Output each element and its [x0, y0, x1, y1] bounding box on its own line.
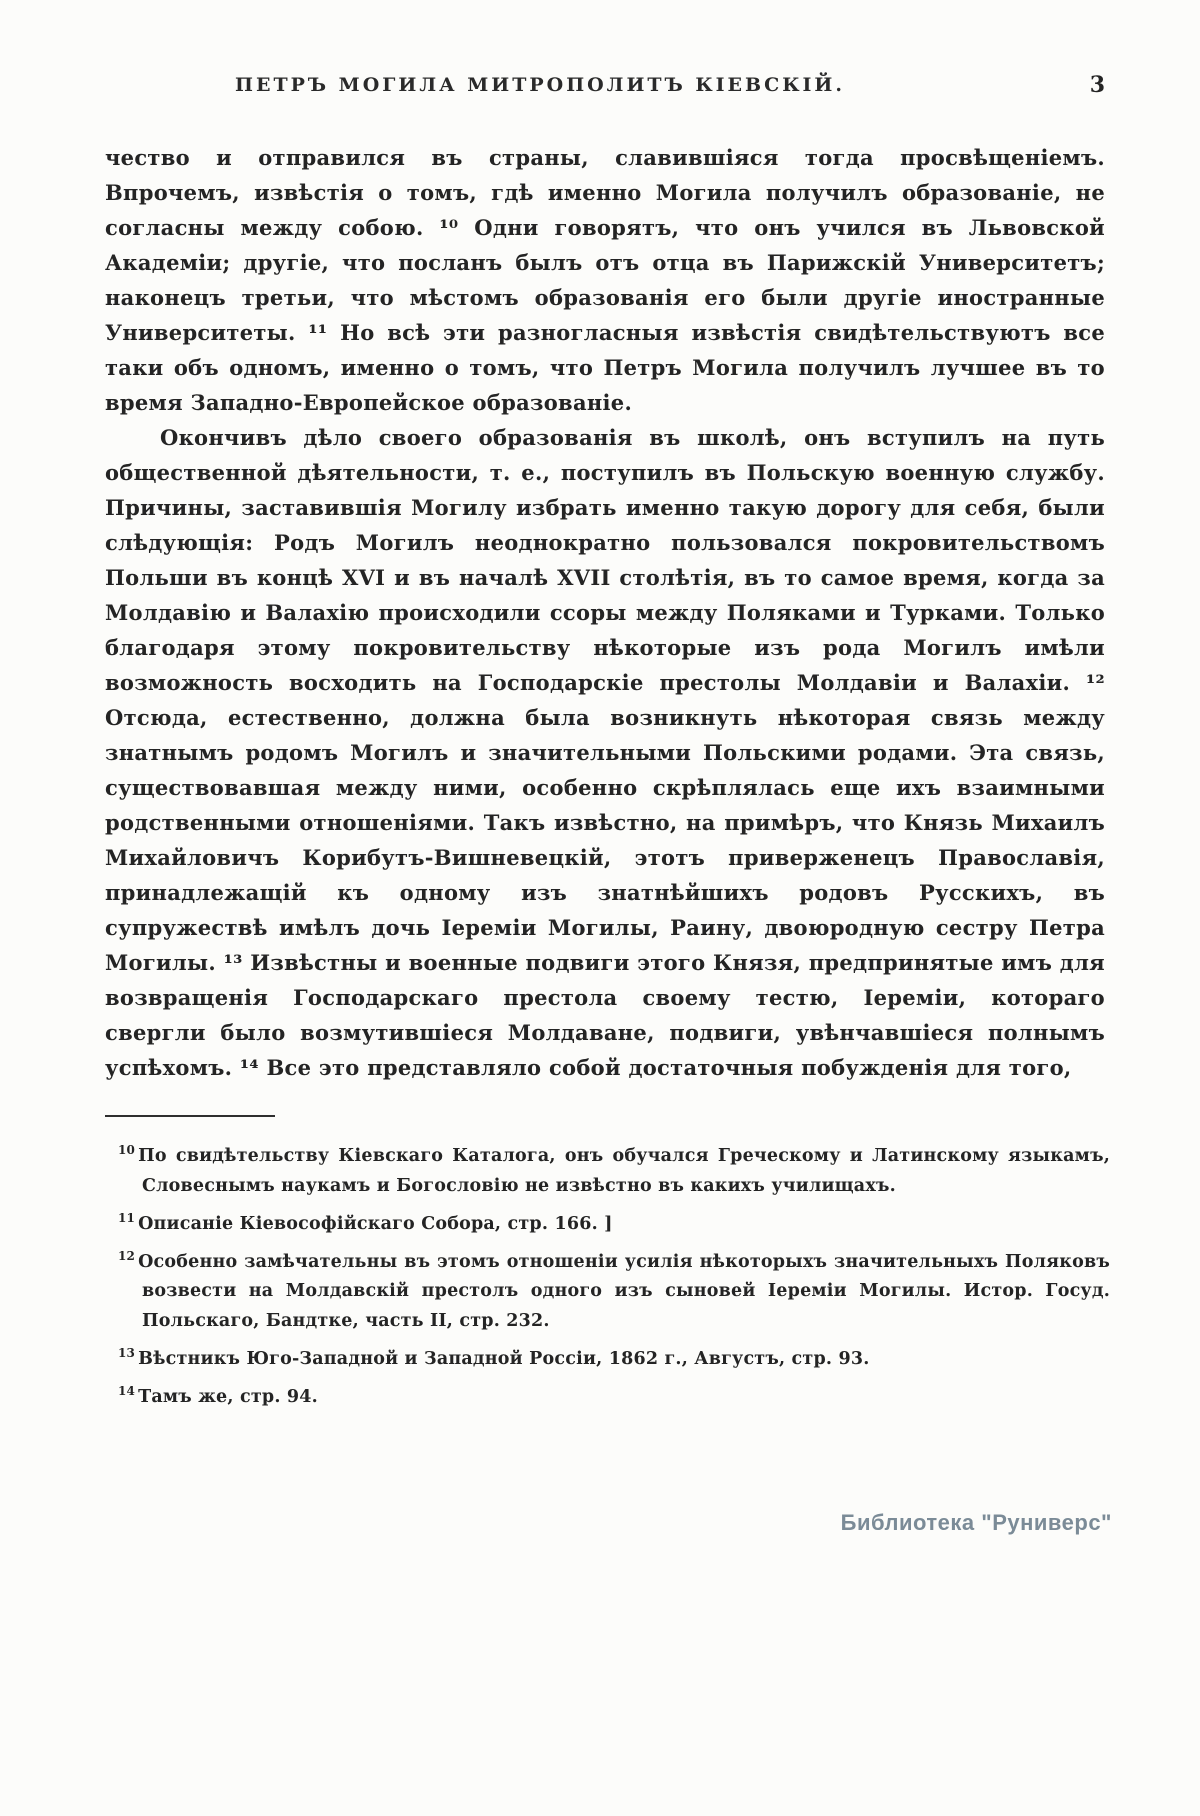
footnote-text: Описаніе Кіевософійскаго Собора, стр. 166. ] — [138, 1213, 613, 1234]
footnote-separator — [105, 1115, 275, 1117]
footnote-marker: 13 — [118, 1346, 136, 1361]
page-number: 3 — [1089, 72, 1105, 98]
footnote-11 — [118, 1203, 1110, 1239]
footnote-text: По свидѣтельству Кіевскаго Каталога, онъ обучался Греческому и Латинскому языкамъ, Словеснымъ наукамъ и Богословію не извѣстно въ какихъ училищахъ. — [138, 1145, 1110, 1196]
footnote-14 — [118, 1376, 1110, 1412]
footnote-10 — [118, 1135, 1110, 1201]
footnote-marker: 14 — [118, 1384, 136, 1399]
footnote-marker: 10 — [118, 1143, 136, 1157]
footnote-marker: 11 — [118, 1210, 136, 1225]
footnote-12 — [118, 1241, 1110, 1337]
footnote-text: Тамъ же, стр. 94. — [138, 1387, 318, 1408]
footnote-text: Вѣстникъ Юго-Западной и Западной Россіи, 1862 г., Августъ, стр. 93. — [138, 1349, 870, 1370]
running-header-title: ПЕТРЪ МОГИЛА МИТРОПОЛИТЪ КІЕВСКІЙ. — [235, 74, 845, 96]
footnote-marker: 12 — [118, 1248, 136, 1263]
footnote-13 — [118, 1338, 1110, 1374]
library-watermark: Библиотека "Руниверс" — [840, 1510, 1112, 1535]
footnote-text: Особенно замѣчательны въ этомъ отношеніи усилія нѣкоторыхъ значительныхъ Поляковъ возвести на Молдавскій престолъ одного изъ сыновей Іереміи Могилы. Истор. Госуд. Польскаго, Бандтке, часть II, стр. 232. — [138, 1251, 1110, 1332]
running-header — [105, 0, 1105, 102]
body-paragraph-2: Окончивъ дѣло своего образованія въ школѣ, онъ вступилъ на путь общественной дѣятельности, т. е., поступилъ въ Польскую военную службу. Причины, заставившія Могилу избрать именно такую дорогу для себя, были слѣдующія: Родъ Могилъ неоднократно пользовался покровительствомъ Польши въ концѣ XVI и въ началѣ XVII столѣтія, въ то самое время, когда за Молдавію и Валахію происходили ссоры между Поляками и Турками. Только благодаря этому покровительству нѣкоторые изъ рода Могилъ имѣли возможность восходить на Господарскіе престолы Молдавіи и Валахіи. ¹² Отсюда, естественно, должна была возникнуть нѣкоторая связь между знатнымъ родомъ Могилъ и значительными Польскими родами. Эта связь, существовавшая между ними, особенно скрѣплялась еще ихъ взаимными родственными отношеніями. Такъ извѣстно, на примѣръ, что Князь Михаилъ Михайловичъ Корибутъ-Вишневецкій, этотъ приверженецъ Православія, принадлежащій къ одному изъ знатнѣйшихъ родовъ Русскихъ, въ супружествѣ имѣлъ дочь Іереміи Могилы, Раину, двоюродную сестру Петра Могилы. ¹³ Извѣстны и военные подвиги этого Князя, предпринятые имъ для возвращенія Господарскаго престола своему тестю, Іереміи, котораго свергли было возмутившіеся Молдаване, подвиги, увѣнчавшіеся полнымъ успѣхомъ. ¹⁴ Все это представляло собой достаточныя побужденія для того, — [105, 425, 1105, 1080]
footnotes — [118, 1135, 1110, 1412]
body-paragraph-1: чество и отправился въ страны, славившіяся тогда просвѣщеніемъ. Впрочемъ, извѣстія о томъ, гдѣ именно Могила получилъ образованіе, не согласны между собою. ¹⁰ Одни говорятъ, что онъ учился въ Львовской Академіи; другіе, что посланъ былъ отъ отца въ Парижскій Университетъ; наконецъ третьи, что мѣстомъ образованія его были другіе иностранные Университеты. ¹¹ Но всѣ эти разногласныя извѣстія свидѣтельствуютъ все таки объ одномъ, именно о томъ, что Петръ Могила получилъ лучшее въ то время Западно-Европейское образованіе. — [105, 145, 1105, 415]
page-body — [105, 140, 1105, 1085]
